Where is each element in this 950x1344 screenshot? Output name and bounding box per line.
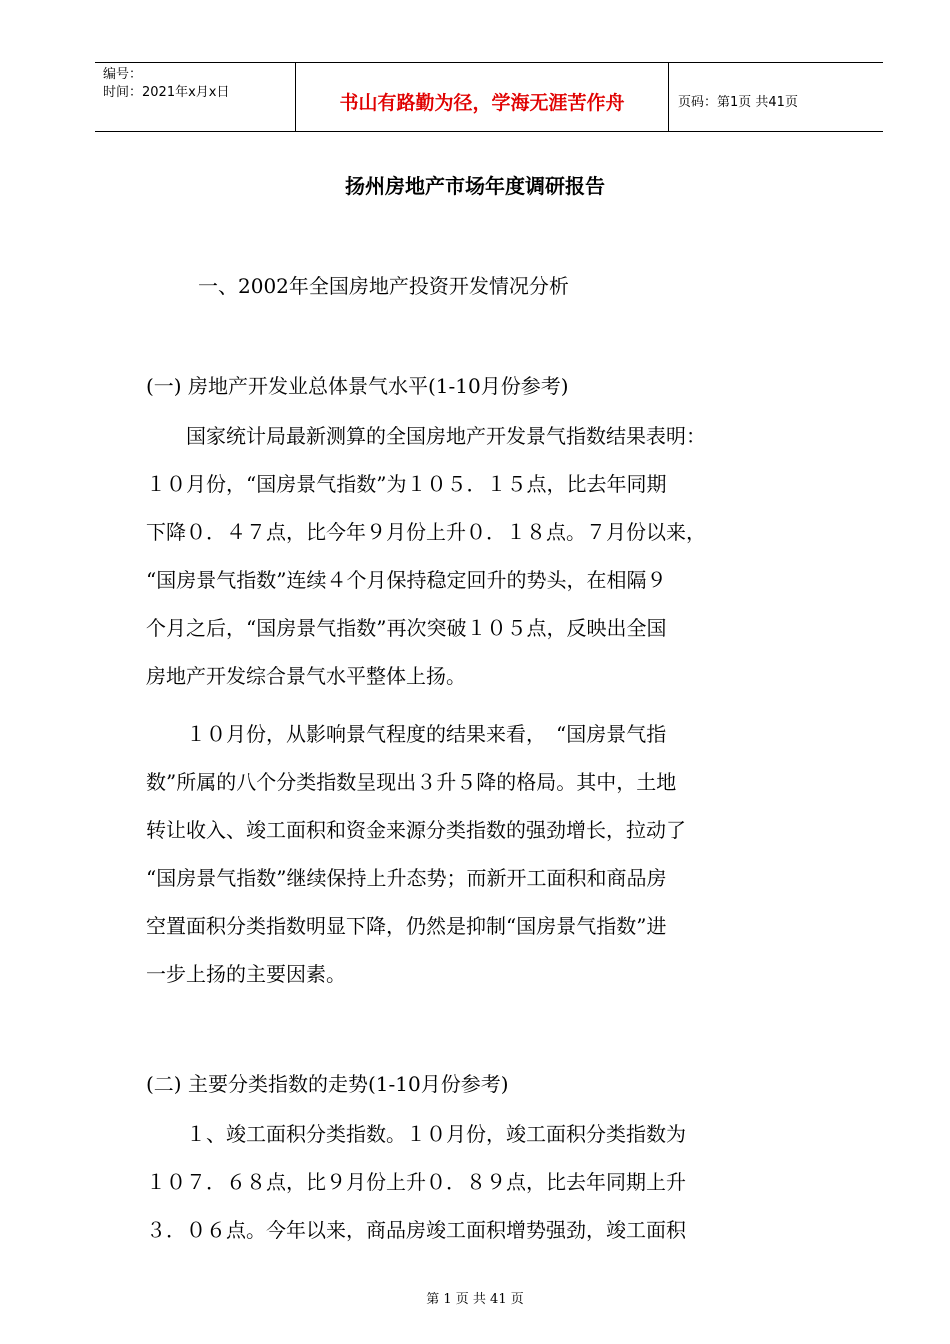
header-page-cell	[668, 63, 883, 131]
paragraph-line: “国房景气指数”连续４个月保持稳定回升的势头，在相隔９	[146, 568, 667, 592]
paragraph-line: 转让收入、竣工面积和资金来源分类指数的强劲增长，拉动了	[146, 818, 686, 842]
page-header	[95, 62, 883, 132]
paragraph-line: 国家统计局最新测算的全国房地产开发景气指数结果表明：	[146, 424, 706, 448]
page-info: 页码：第1页 共41页	[678, 95, 798, 110]
paragraph-line: “国房景气指数”继续保持上升态势；而新开工面积和商品房	[146, 866, 667, 890]
page-footer: 第 1 页 共 41 页	[426, 1292, 524, 1307]
paragraph-line: １、竣工面积分类指数。１０月份，竣工面积分类指数为	[146, 1122, 686, 1146]
time-label: 时间：2021年x月x日	[103, 85, 230, 100]
subsection-heading-text: (一) 房地产开发业总体景气水平(1-10月份参考)	[146, 374, 569, 398]
header-meta-cell	[95, 63, 295, 131]
motto-text: 书山有路勤为径，学海无涯苦作舟	[339, 92, 625, 114]
subsection-heading-text: (二) 主要分类指数的走势(1-10月份参考)	[146, 1072, 509, 1096]
paragraph-line: 空置面积分类指数明显下降，仍然是抑制“国房景气指数”进	[146, 914, 667, 938]
paragraph-line: 房地产开发综合景气水平整体上扬。	[146, 664, 466, 688]
paragraph-line: １０月份，从影响景气程度的结果来看， “国房景气指	[146, 722, 667, 746]
number-label: 编号：	[103, 67, 143, 82]
paragraph-line: ３．０６点。今年以来，商品房竣工面积增势强劲，竣工面积	[146, 1218, 686, 1242]
paragraph-line: 一步上扬的主要因素。	[146, 962, 346, 986]
paragraph-line: 个月之后，“国房景气指数”再次突破１０５点，反映出全国	[146, 616, 667, 640]
paragraph-line: １０７．６８点，比９月份上升０．８９点，比去年同期上升	[146, 1170, 686, 1194]
paragraph-line: 下降０．４７点，比今年９月份上升０．１８点。７月份以来，	[146, 520, 706, 544]
paragraph-line: １０月份，“国房景气指数”为１０５．１５点，比去年同期	[146, 472, 667, 496]
section-heading-text: 一、2002年全国房地产投资开发情况分析	[198, 274, 569, 298]
document-title: 扬州房地产市场年度调研报告	[345, 174, 605, 198]
paragraph-line: 数”所属的八个分类指数呈现出３升５降的格局。其中，土地	[146, 770, 677, 794]
header-motto-cell	[295, 63, 669, 131]
